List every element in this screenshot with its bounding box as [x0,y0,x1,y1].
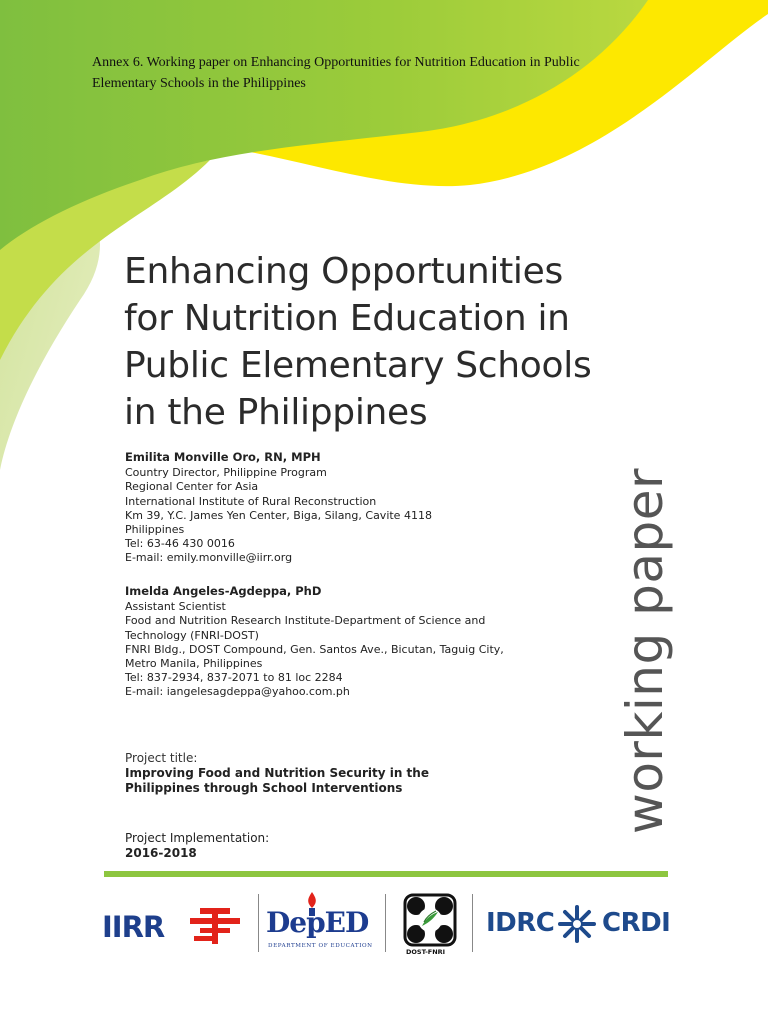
partner-logos [100,888,670,960]
iirr-logo-text: IIRR [102,910,165,944]
logo-separator [385,894,386,952]
project-implementation-label: Project Implementation: [125,831,270,845]
author-1-line: Km 39, Y.C. James Yen Center, Biga, Silang, Cavite 4118 [125,508,432,522]
author-1-line: Philippines [125,523,185,537]
author-1-line: International Institute of Rural Reconstruction [125,494,377,508]
green-divider [104,871,668,877]
annex-line-2: Elementary Schools in the Philippines [92,76,306,91]
title-line-1: Enhancing Opportunities [124,251,563,292]
logo-separator [258,894,259,952]
iirr-emblem-icon [186,906,244,946]
author-2-line: Tel: 837-2934, 837-2071 to 81 loc 2284 [125,671,343,685]
deped-logo-text: DepED [266,906,369,939]
logo-separator [472,894,473,952]
project-implementation-value: 2016-2018 [125,846,197,860]
dost-fnri-label: DOST-FNRI [406,948,446,956]
project-title-label: Project title: [125,751,198,765]
author-2-line: Metro Manila, Philippines [125,657,263,671]
working-paper-vertical-label: working paper [616,467,674,835]
project-title-value: Philippines through School Interventions [125,781,403,795]
author-1-line: Tel: 63-46 430 0016 [125,537,235,551]
author-1-line: Regional Center for Asia [125,480,259,494]
idrc-crdi-logo [486,904,670,944]
document-title [124,248,684,436]
deped-logo [266,892,376,954]
project-implementation-block [125,831,269,861]
author-1-block [125,450,432,566]
project-title-block [125,751,429,796]
author-2-name: Imelda Angeles-Agdeppa, PhD [125,584,322,598]
author-1-line: Country Director, Philippine Program [125,466,327,480]
author-2-line: FNRI Bldg., DOST Compound, Gen. Santos Ave., Bicutan, Taguig City, [125,642,504,656]
title-line-4: in the Philippines [124,392,428,433]
dost-fnri-logo [402,892,458,956]
annex-line-1: Annex 6. Working paper on Enhancing Opportunities for Nutrition Education in Public [92,55,580,70]
author-2-line: Food and Nutrition Research Institute-Department of Science and [125,614,486,628]
author-2-block [125,584,504,700]
author-2-line: Assistant Scientist [125,600,226,614]
iirr-logo [102,906,262,946]
annex-note [92,52,652,94]
author-1-email: E-mail: emily.monville@iirr.org [125,551,293,565]
dost-fnri-emblem-icon [402,892,458,948]
title-line-3: Public Elementary Schools [124,345,592,386]
project-title-value: Improving Food and Nutrition Security in the [125,766,429,780]
idrc-logo-text: IDRC [486,908,555,938]
author-2-email: E-mail: iangelesagdeppa@yahoo.com.ph [125,685,350,699]
deped-logo-subtext: DEPARTMENT OF EDUCATION [268,943,373,949]
author-1-name: Emilita Monville Oro, RN, MPH [125,450,321,464]
snowflake-icon [557,904,597,944]
title-line-2: for Nutrition Education in [124,298,570,339]
author-2-line: Technology (FNRI-DOST) [125,628,259,642]
crdi-logo-text: CRDI [602,908,671,938]
